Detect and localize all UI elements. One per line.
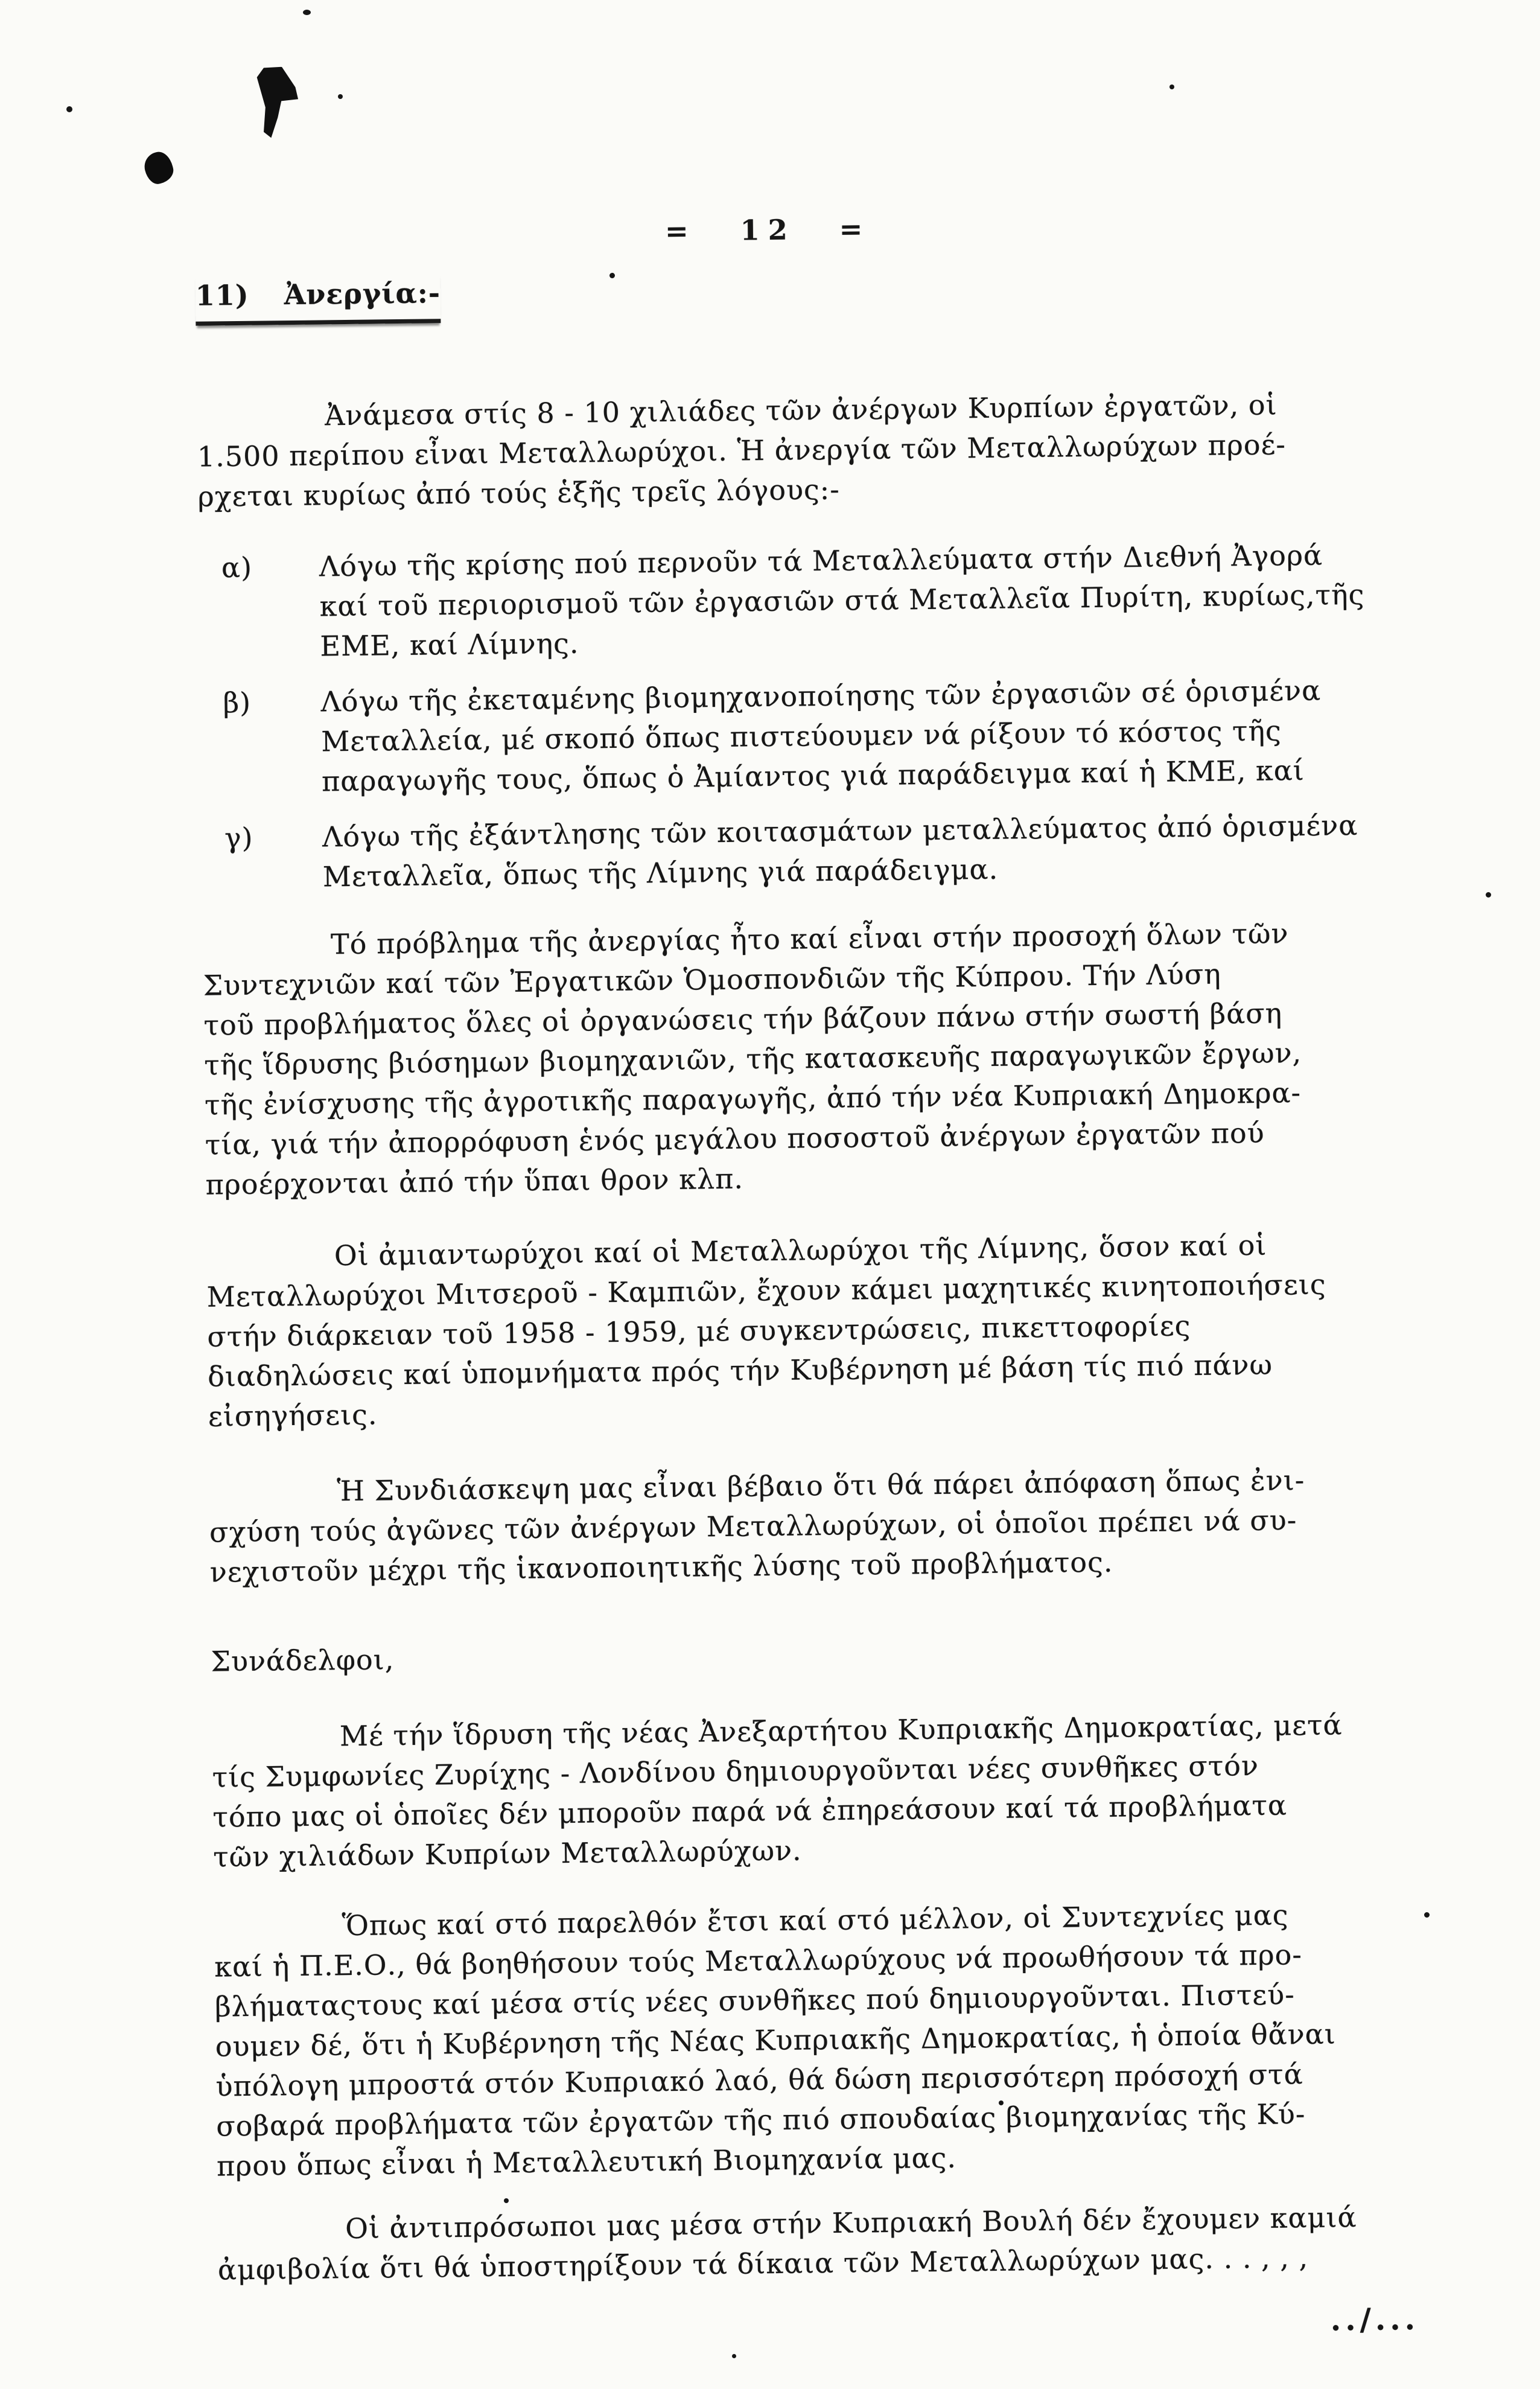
reason-text: Λόγω τῆς ἐκεταμένης βιομηχανοποίησης τῶν ἐργασιῶν σέ ὁρισμένα Μεταλλεία, μέ σκοπό ὅπως πιστεύουμεν νά ρίξουν τό κόστος τῆς παραγωγῆς τους, ὅπως ὁ Ἀμίαντος γιά παράδειγμα καί ἡ ΚΜΕ, καί: [320, 674, 1322, 798]
paragraph-problem-attention: Τό πρόβλημα τῆς ἀνεργίας ἦτο καί εἶναι στήν προσοχή ὅλων τῶν Συντεχνιῶν καί τῶν Ἐργατικῶν Ὁμοσπονδιῶν τῆς Κύπρου. Τήν Λύση τοῦ προβλήματος ὅλες οἱ ὀργανώσεις τήν βάζουν πάνω στήν σωστή βάση τῆς ἵδρυσης βιόσημων βιομηχανιῶν, τῆς κατασκευῆς παραγωγικῶν ἔργων, τῆς ἐνίσχυσης τῆς ἀγροτικῆς παραγωγῆς, ἀπό τήν νέα Κυπριακή Δημοκρα- τία, γιά τήν ἀπορρόφυση ἑνός μεγάλου ποσοστοῦ ἀνέργων ἐργατῶν πού προέρχονται ἀπό τήν ὕπαι θρον κλπ.: [203, 917, 1302, 1201]
reason-label: β): [223, 686, 252, 719]
section-heading-title: Ἀνεργία:-: [284, 276, 441, 311]
paragraph-miners-mobilizations: Οἱ ἀμιαντωρύχοι καί οἱ Μεταλλωρύχοι τῆς Λίμνης, ὅσον καί οἱ Μεταλλωρύχοι Μιτσεροῦ - Καμπιῶν, ἔχουν κάμει μαχητικές κινητοποιήσεις στήν διάρκειαν τοῦ 1958 - 1959, μέ συγκεντρώσεις, πικεττοφορίες διαδηλώσεις καί ὑπομνήματα πρός τήν Κυβέρνηση μέ βάση τίς πιό πάνω εἰσηγήσεις.: [206, 1228, 1326, 1433]
section-heading: [195, 261, 1540, 326]
reasons-list: [199, 532, 1540, 898]
paragraph-conference-decision: Ἡ Συνδιάσκεψη μας εἶναι βέβαιο ὅτι θά πάρει ἀπόφαση ὅπως ἐνι- σχύση τούς ἀγῶνες τῶν ἀνέργων Μεταλλωρύχων, οἱ ὁποῖοι πρέπει νά συ- νεχιστοῦν μέχρι τῆς ἱκανοποιητικῆς λύσης τοῦ προβλήματος.: [209, 1464, 1305, 1589]
reason-item-alpha: [199, 532, 1540, 667]
reason-item-beta: [200, 668, 1540, 802]
paragraph-parliament-support: Οἱ ἀντιπρόσωποι μας μέσα στήν Κυπριακή Βουλή δέν ἔχουμεν καμιά ἀμφιβολία ὅτι θά ὑποστηρίξουν τά δίκαια τῶν Μεταλλωρύχων μας. . . , , ,: [217, 2201, 1357, 2286]
page-number: = 12 =: [664, 212, 871, 247]
paragraph-new-republic: Μέ τήν ἵδρυση τῆς νέας Ἀνεξαρτήτου Κυπριακῆς Δημοκρατίας, μετά τίς Συμφωνίες Ζυρίχης - Λονδίνου δημιουργοῦνται νέες συνθῆκες στόν τόπο μας οἱ ὁποῖες δέν μποροῦν παρά νά ἐπηρεάσουν καί τά προβλήματα τῶν χιλιάδων Κυπρίων Μεταλλωρύχων.: [212, 1708, 1343, 1874]
reason-text: Λόγω τῆς ἐξάντλησης τῶν κοιτασμάτων μεταλλεύματος ἀπό ὁρισμένα Μεταλλεῖα, ὅπως τῆς Λίμνης γιά παράδειγμα.: [322, 809, 1358, 893]
paragraph-unemployment-intro: Ἀνάμεσα στίς 8 - 10 χιλιάδες τῶν ἀνέργων Κυρπίων ἐργατῶν, οἱ 1.500 περίπου εἶναι Μεταλλωρύχοι. Ἡ ἀνεργία τῶν Μεταλλωρύχων προέ- ρχεται κυρίως ἀπό τούς ἑξῆς τρεῖς λόγους:-: [197, 388, 1287, 513]
continuation-mark: ../...: [1330, 2301, 1420, 2338]
section-heading-number: 11): [195, 278, 249, 312]
reason-label: α): [221, 550, 253, 584]
reason-label: γ): [224, 821, 253, 855]
reason-text: Λόγω τῆς κρίσης πού περνοῦν τά Μεταλλεύματα στήν Διεθνή Ἀγορά καί τοῦ περιορισμοῦ τῶν ἐργασιῶν στά Μεταλλεῖα Πυρίτη, κυρίως,τῆς ΕΜΕ, καί Λίμνης.: [319, 538, 1365, 663]
reason-item-gamma: [202, 803, 1540, 898]
salutation-colleagues: Συνάδελφοι,: [211, 1643, 395, 1678]
paragraph-future-support: Ὅπως καί στό παρελθόν ἔτσι καί στό μέλλον, οἱ Συντεχνίες μας καί ἡ Π.Ε.Ο., θά βοηθήσουν τούς Μεταλλωρύχους νά προωθήσουν τά προ- βλήματαςτους καί μέσα στίς νέες συνθῆκες πού δημιουργοῦνται. Πιστεύ- ουμεν δέ, ὅτι ἡ Κυβέρνηση τῆς Νέας Κυπριακῆς Δημοκρατίας, ἡ ὁποία θἄναι ὑπόλογη μπροστά στόν Κυπριακό λαό, θά δώση περισσότερη πρόσοχή στά σοβαρά προβλήματα τῶν ἐργατῶν τῆς πιό σπουδαίας βιομηχανίας τῆς Κύ- πρου ὅπως εἶναι ἡ Μεταλλευτική Βιομηχανία μας.: [214, 1898, 1337, 2183]
